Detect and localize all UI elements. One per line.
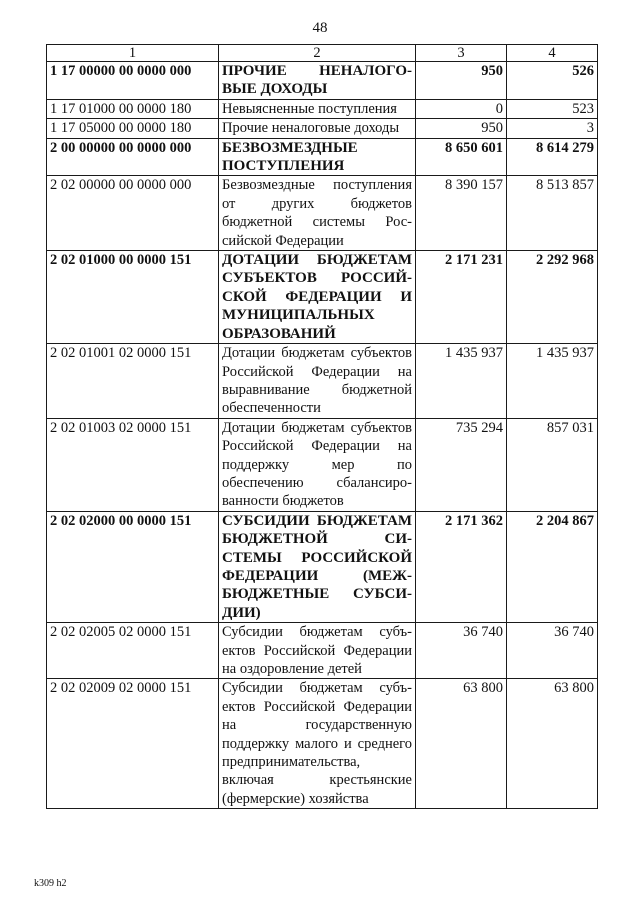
row-value-col3: 8 390 157	[416, 176, 507, 251]
row-code: 2 02 02000 00 0000 151	[47, 511, 219, 622]
row-code: 2 02 02005 02 0000 151	[47, 623, 219, 679]
row-code: 2 02 00000 00 0000 000	[47, 176, 219, 251]
row-value-col4: 523	[507, 99, 598, 118]
row-name: ДОТАЦИИ БЮДЖЕТАМ СУБЪЕКТОВ РОССИЙСКОЙ ФЕДЕРАЦИИ И МУНИЦИПАЛЬНЫХ ОБРАЗОВАНИЙ	[219, 251, 416, 344]
row-name: Субсидии бюджетам субъектов Российской Федерации на государственную поддержку малого и среднего предпринимательства, включая крестьянские (фермерские) хозяйства	[219, 679, 416, 809]
row-name: БЕЗВОЗМЕЗДНЫЕ ПОСТУПЛЕНИЯ	[219, 138, 416, 176]
table-row	[47, 138, 598, 176]
header-col-2: 2	[219, 45, 416, 62]
row-code: 1 17 01000 00 0000 180	[47, 99, 219, 118]
row-code: 2 00 00000 00 0000 000	[47, 138, 219, 176]
row-value-col4: 2 292 968	[507, 251, 598, 344]
row-name: Прочие неналоговые доходы	[219, 119, 416, 138]
row-name: Дотации бюджетам субъектов Российской Федерации на поддержку мер по обеспечению сбалансированности бюджетов	[219, 418, 416, 511]
row-value-col3: 1 435 937	[416, 344, 507, 419]
table-row	[47, 99, 598, 118]
row-value-col4: 63 800	[507, 679, 598, 809]
row-name: ПРОЧИЕ НЕНАЛОГОВЫЕ ДОХОДЫ	[219, 62, 416, 100]
header-col-4: 4	[507, 45, 598, 62]
row-value-col3: 950	[416, 62, 507, 100]
row-code: 1 17 05000 00 0000 180	[47, 119, 219, 138]
header-col-3: 3	[416, 45, 507, 62]
row-value-col3: 63 800	[416, 679, 507, 809]
table-row	[47, 418, 598, 511]
table-row	[47, 679, 598, 809]
table-row	[47, 511, 598, 622]
row-value-col4: 3	[507, 119, 598, 138]
row-code: 2 02 02009 02 0000 151	[47, 679, 219, 809]
row-name: Дотации бюджетам субъектов Российской Федерации на выравнивание бюджетной обеспеченности	[219, 344, 416, 419]
row-value-col4: 2 204 867	[507, 511, 598, 622]
row-name: Субсидии бюджетам субъектов Российской Федерации на оздоровление детей	[219, 623, 416, 679]
row-code: 2 02 01001 02 0000 151	[47, 344, 219, 419]
row-code: 2 02 01000 00 0000 151	[47, 251, 219, 344]
row-value-col3: 2 171 362	[416, 511, 507, 622]
table-header-row	[47, 45, 598, 62]
row-value-col4: 1 435 937	[507, 344, 598, 419]
row-value-col3: 0	[416, 99, 507, 118]
footer-code: k309 h2	[34, 878, 67, 889]
row-name: Невыясненные поступления	[219, 99, 416, 118]
row-value-col4: 8 513 857	[507, 176, 598, 251]
table-row	[47, 623, 598, 679]
table-row	[47, 251, 598, 344]
row-name: СУБСИДИИ БЮДЖЕТАМ БЮДЖЕТНОЙ СИСТЕМЫ РОССИЙСКОЙ ФЕДЕРАЦИИ (МЕЖБЮДЖЕТНЫЕ СУБСИДИИ)	[219, 511, 416, 622]
row-value-col3: 8 650 601	[416, 138, 507, 176]
row-value-col4: 526	[507, 62, 598, 100]
row-value-col3: 950	[416, 119, 507, 138]
table-row	[47, 62, 598, 100]
row-code: 2 02 01003 02 0000 151	[47, 418, 219, 511]
row-value-col3: 36 740	[416, 623, 507, 679]
table-row	[47, 344, 598, 419]
row-code: 1 17 00000 00 0000 000	[47, 62, 219, 100]
row-name: Безвозмездные поступления от других бюджетов бюджетной системы Российской Федерации	[219, 176, 416, 251]
budget-revenue-table	[46, 44, 598, 809]
row-value-col4: 8 614 279	[507, 138, 598, 176]
page-number: 48	[312, 20, 328, 36]
row-value-col3: 2 171 231	[416, 251, 507, 344]
row-value-col4: 857 031	[507, 418, 598, 511]
row-value-col3: 735 294	[416, 418, 507, 511]
row-value-col4: 36 740	[507, 623, 598, 679]
header-col-1: 1	[47, 45, 219, 62]
table-row	[47, 176, 598, 251]
table-row	[47, 119, 598, 138]
